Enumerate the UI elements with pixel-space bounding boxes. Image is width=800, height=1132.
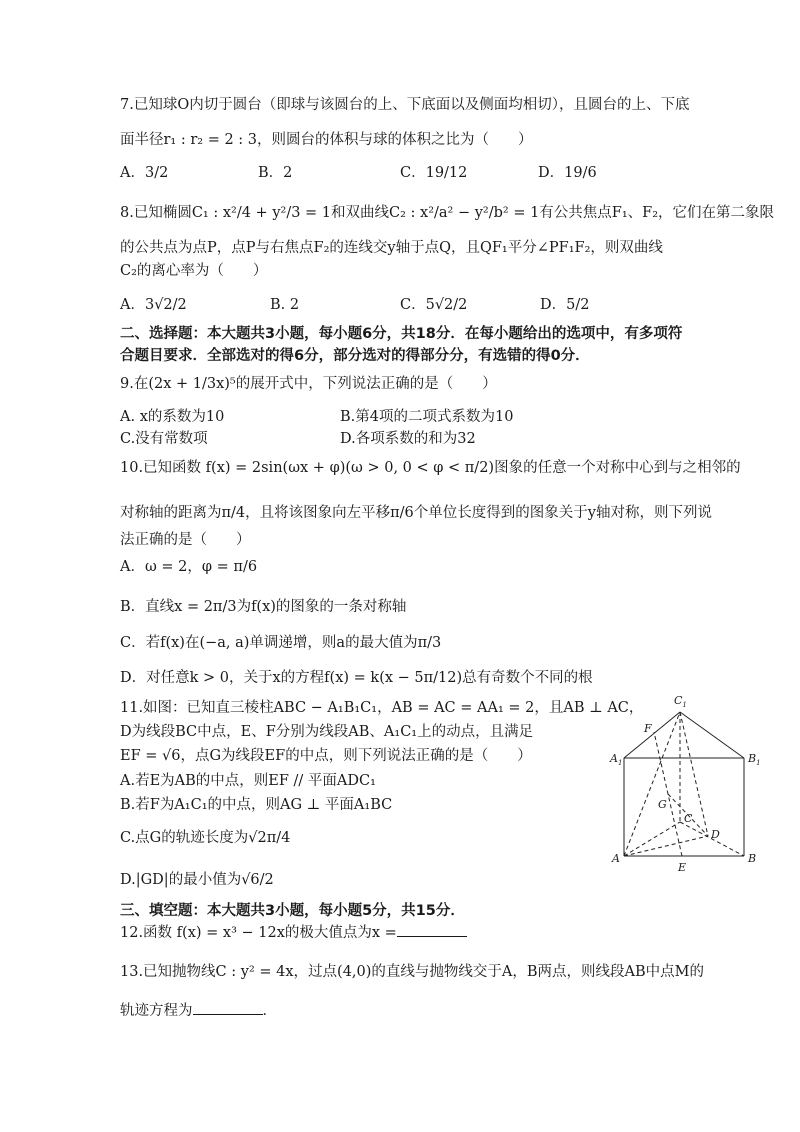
text-line-q11-l1: 11.如图：已知直三棱柱ABC − A₁B₁C₁，AB = AC = AA₁ = 2，且AB ⊥ AC，	[120, 700, 644, 716]
option-q9-c: C.没有常数项	[120, 431, 208, 447]
label-c: C	[684, 812, 693, 825]
text-line-q9: 9.在(2x + 1/3x)⁵的展开式中，下列说法正确的是（ ）	[120, 376, 497, 392]
option-q7-d: D．19/6	[538, 165, 597, 181]
label-b: B	[748, 852, 757, 865]
subscript: 1	[756, 759, 761, 767]
text-line-q11-d: D.|GD|的最小值为√6/2	[120, 872, 274, 888]
option-q8-b: B. 2	[270, 297, 300, 313]
edge-a1-c1	[624, 712, 680, 758]
option-q8-a: A．3√2/2	[120, 297, 187, 313]
option-q9-d: D.各项系数的和为32	[340, 431, 476, 447]
subscript: 1	[682, 701, 687, 709]
answer-blank[interactable]	[193, 1000, 263, 1015]
text-line-q12: 12.函数 f(x) = x³ − 12x的极大值点为x =	[120, 922, 467, 943]
text-line-q10-a: A．ω = 2，φ = π/6	[120, 559, 258, 575]
edge-c1-b1	[680, 712, 744, 758]
answer-blank[interactable]	[397, 922, 467, 937]
edge-a-c	[624, 822, 680, 856]
label-a: A	[612, 852, 620, 865]
option-q7-a: A．3/2	[120, 165, 169, 181]
option-q9-b: B.第4项的二项式系数为10	[340, 409, 514, 425]
label-d: D	[711, 828, 720, 841]
label-c1: $C_1$	[674, 694, 687, 709]
text-line-q13-l2: 轨迹方程为 ．	[120, 1000, 277, 1021]
text-line-q10-l3: 法正确的是（ ）	[120, 532, 251, 548]
text-line-q10-c: C．若f(x)在(−a, a)单调递增，则a的最大值为π/3	[120, 635, 442, 651]
option-q7-c: C．19/12	[400, 165, 468, 181]
text-line-q8-l3: C₂的离心率为（ ）	[120, 263, 268, 279]
text-line-q11-a: A.若E为AB的中点，则EF // 平面ADC₁	[120, 773, 376, 789]
text-line-q10-d: D．对任意k > 0，关于x的方程f(x) = k(x − 5π/12)总有奇数个不同的根	[120, 670, 593, 686]
text-line-q11-l3: EF = √6，点G为线段EF的中点，则下列说法正确的是（ ）	[120, 748, 532, 764]
label-a1: $A_1$	[610, 752, 623, 767]
option-q8-d: D．5/2	[540, 297, 590, 313]
text-line-q7-l1: 7.已知球O内切于圆台（即球与该圆台的上、下底面以及侧面均相切），且圆台的上、下底	[120, 97, 690, 113]
text-line-q10-l2: 对称轴的距离为π/4，且将该图象向左平移π/6个单位长度得到的图象关于y轴对称，则下列说	[120, 505, 712, 521]
text-line-sec2-l2: 合题目要求．全部选对的得6分，部分选对的得部分分，有选错的得0分．	[120, 348, 590, 364]
option-q9-a: A. x的系数为10	[120, 409, 225, 425]
text-line-sec2-l1: 二、选择题：本大题共3小题，每小题6分，共18分．在每小题给出的选项中，有多项符	[120, 326, 683, 342]
segment-a-d	[624, 836, 708, 856]
text-line-q8-l2: 的公共点为点P，点P与右焦点F₂的连线交y轴于点Q，且QF₁平分∠PF₁F₂，则双曲线	[120, 240, 663, 256]
text-line-q13-l1: 13.已知抛物线C : y² = 4x，过点(4,0)的直线与抛物线交于A，B两点，则线段AB中点M的	[120, 964, 705, 980]
option-q8-c: C．5√2/2	[400, 297, 468, 313]
text-line-q10-l1: 10.已知函数 f(x) = 2sin(ωx + φ)(ω > 0, 0 < φ < π/2)图象的任意一个对称中心到与之相邻的	[120, 460, 741, 476]
text-line-q10-b: B．直线x = 2π/3为f(x)的图象的一条对称轴	[120, 599, 407, 615]
label-e: E	[678, 861, 687, 874]
prism-figure	[608, 690, 773, 875]
label-b1: $B_1$	[748, 752, 761, 767]
text-line-q8-l1: 8.已知椭圆C₁ : x²/4 + y²/3 = 1和双曲线C₂ : x²/a² − y²/b² = 1有公共焦点F₁、F₂，它们在第二象限	[120, 205, 775, 221]
text-line-q7-l2: 面半径r₁ : r₂ = 2 : 3，则圆台的体积与球的体积之比为（ ）	[120, 132, 533, 148]
label-g: G	[658, 798, 667, 811]
text-line-q11-b: B.若F为A₁C₁的中点，则AG ⊥ 平面A₁BC	[120, 797, 393, 813]
option-q7-b: B．2	[258, 165, 293, 181]
text-line-q11-c: C.点G的轨迹长度为√2π/4	[120, 830, 291, 846]
subscript: 1	[617, 759, 623, 767]
text-line-sec3: 三、填空题：本大题共3小题，每小题5分，共15分．	[120, 903, 465, 919]
text-line-q11-l2: D为线段BC中点，E、F分别为线段AB、A₁C₁上的动点，且满足	[120, 724, 534, 740]
segment-a-c1	[624, 712, 680, 856]
label-f: F	[644, 722, 652, 735]
